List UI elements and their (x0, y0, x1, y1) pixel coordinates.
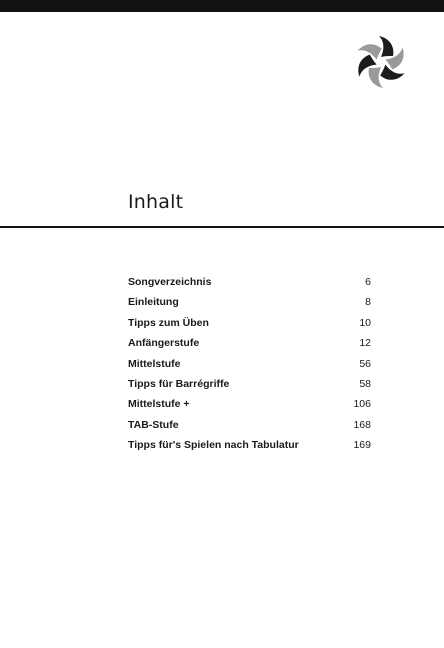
toc-entry[interactable] (128, 337, 371, 357)
toc-entry-title: Tipps für's Spielen nach Tabulatur (128, 439, 299, 452)
toc-entry-page: 10 (359, 316, 371, 329)
toc-entry[interactable] (128, 358, 371, 378)
toc-entry-title: Mittelstufe + (128, 398, 190, 411)
toc-entry-page: 106 (353, 398, 371, 411)
toc-entry[interactable] (128, 398, 371, 418)
toc-entry[interactable] (128, 317, 371, 337)
toc-entry-page: 6 (365, 276, 371, 288)
toc-entry-page: 168 (353, 418, 371, 431)
toc-entry[interactable] (128, 439, 371, 459)
page-title: Inhalt (128, 191, 184, 213)
toc-entry[interactable] (128, 419, 371, 439)
toc-entry-page: 169 (353, 439, 371, 452)
table-of-contents (128, 276, 371, 460)
toc-entry-title: Anfängerstufe (128, 337, 200, 350)
toc-entry-title: Tipps zum Üben (128, 316, 209, 329)
toc-entry-page: 8 (365, 296, 371, 309)
toc-entry-title: Einleitung (128, 296, 179, 309)
toc-entry[interactable] (128, 296, 371, 316)
toc-entry-page: 56 (359, 357, 371, 370)
toc-entry-title: TAB-Stufe (128, 418, 179, 431)
title-divider (0, 226, 444, 228)
pinwheel-logo-icon (352, 33, 410, 91)
toc-entry-title: Songverzeichnis (128, 276, 212, 288)
top-bar (0, 0, 444, 12)
toc-entry-title: Mittelstufe (128, 357, 181, 370)
toc-entry-page: 12 (359, 337, 371, 350)
toc-entry[interactable] (128, 378, 371, 398)
toc-entry-title: Tipps für Barrégriffe (128, 377, 230, 390)
toc-entry-page: 58 (359, 377, 371, 390)
toc-entry[interactable] (128, 276, 371, 296)
